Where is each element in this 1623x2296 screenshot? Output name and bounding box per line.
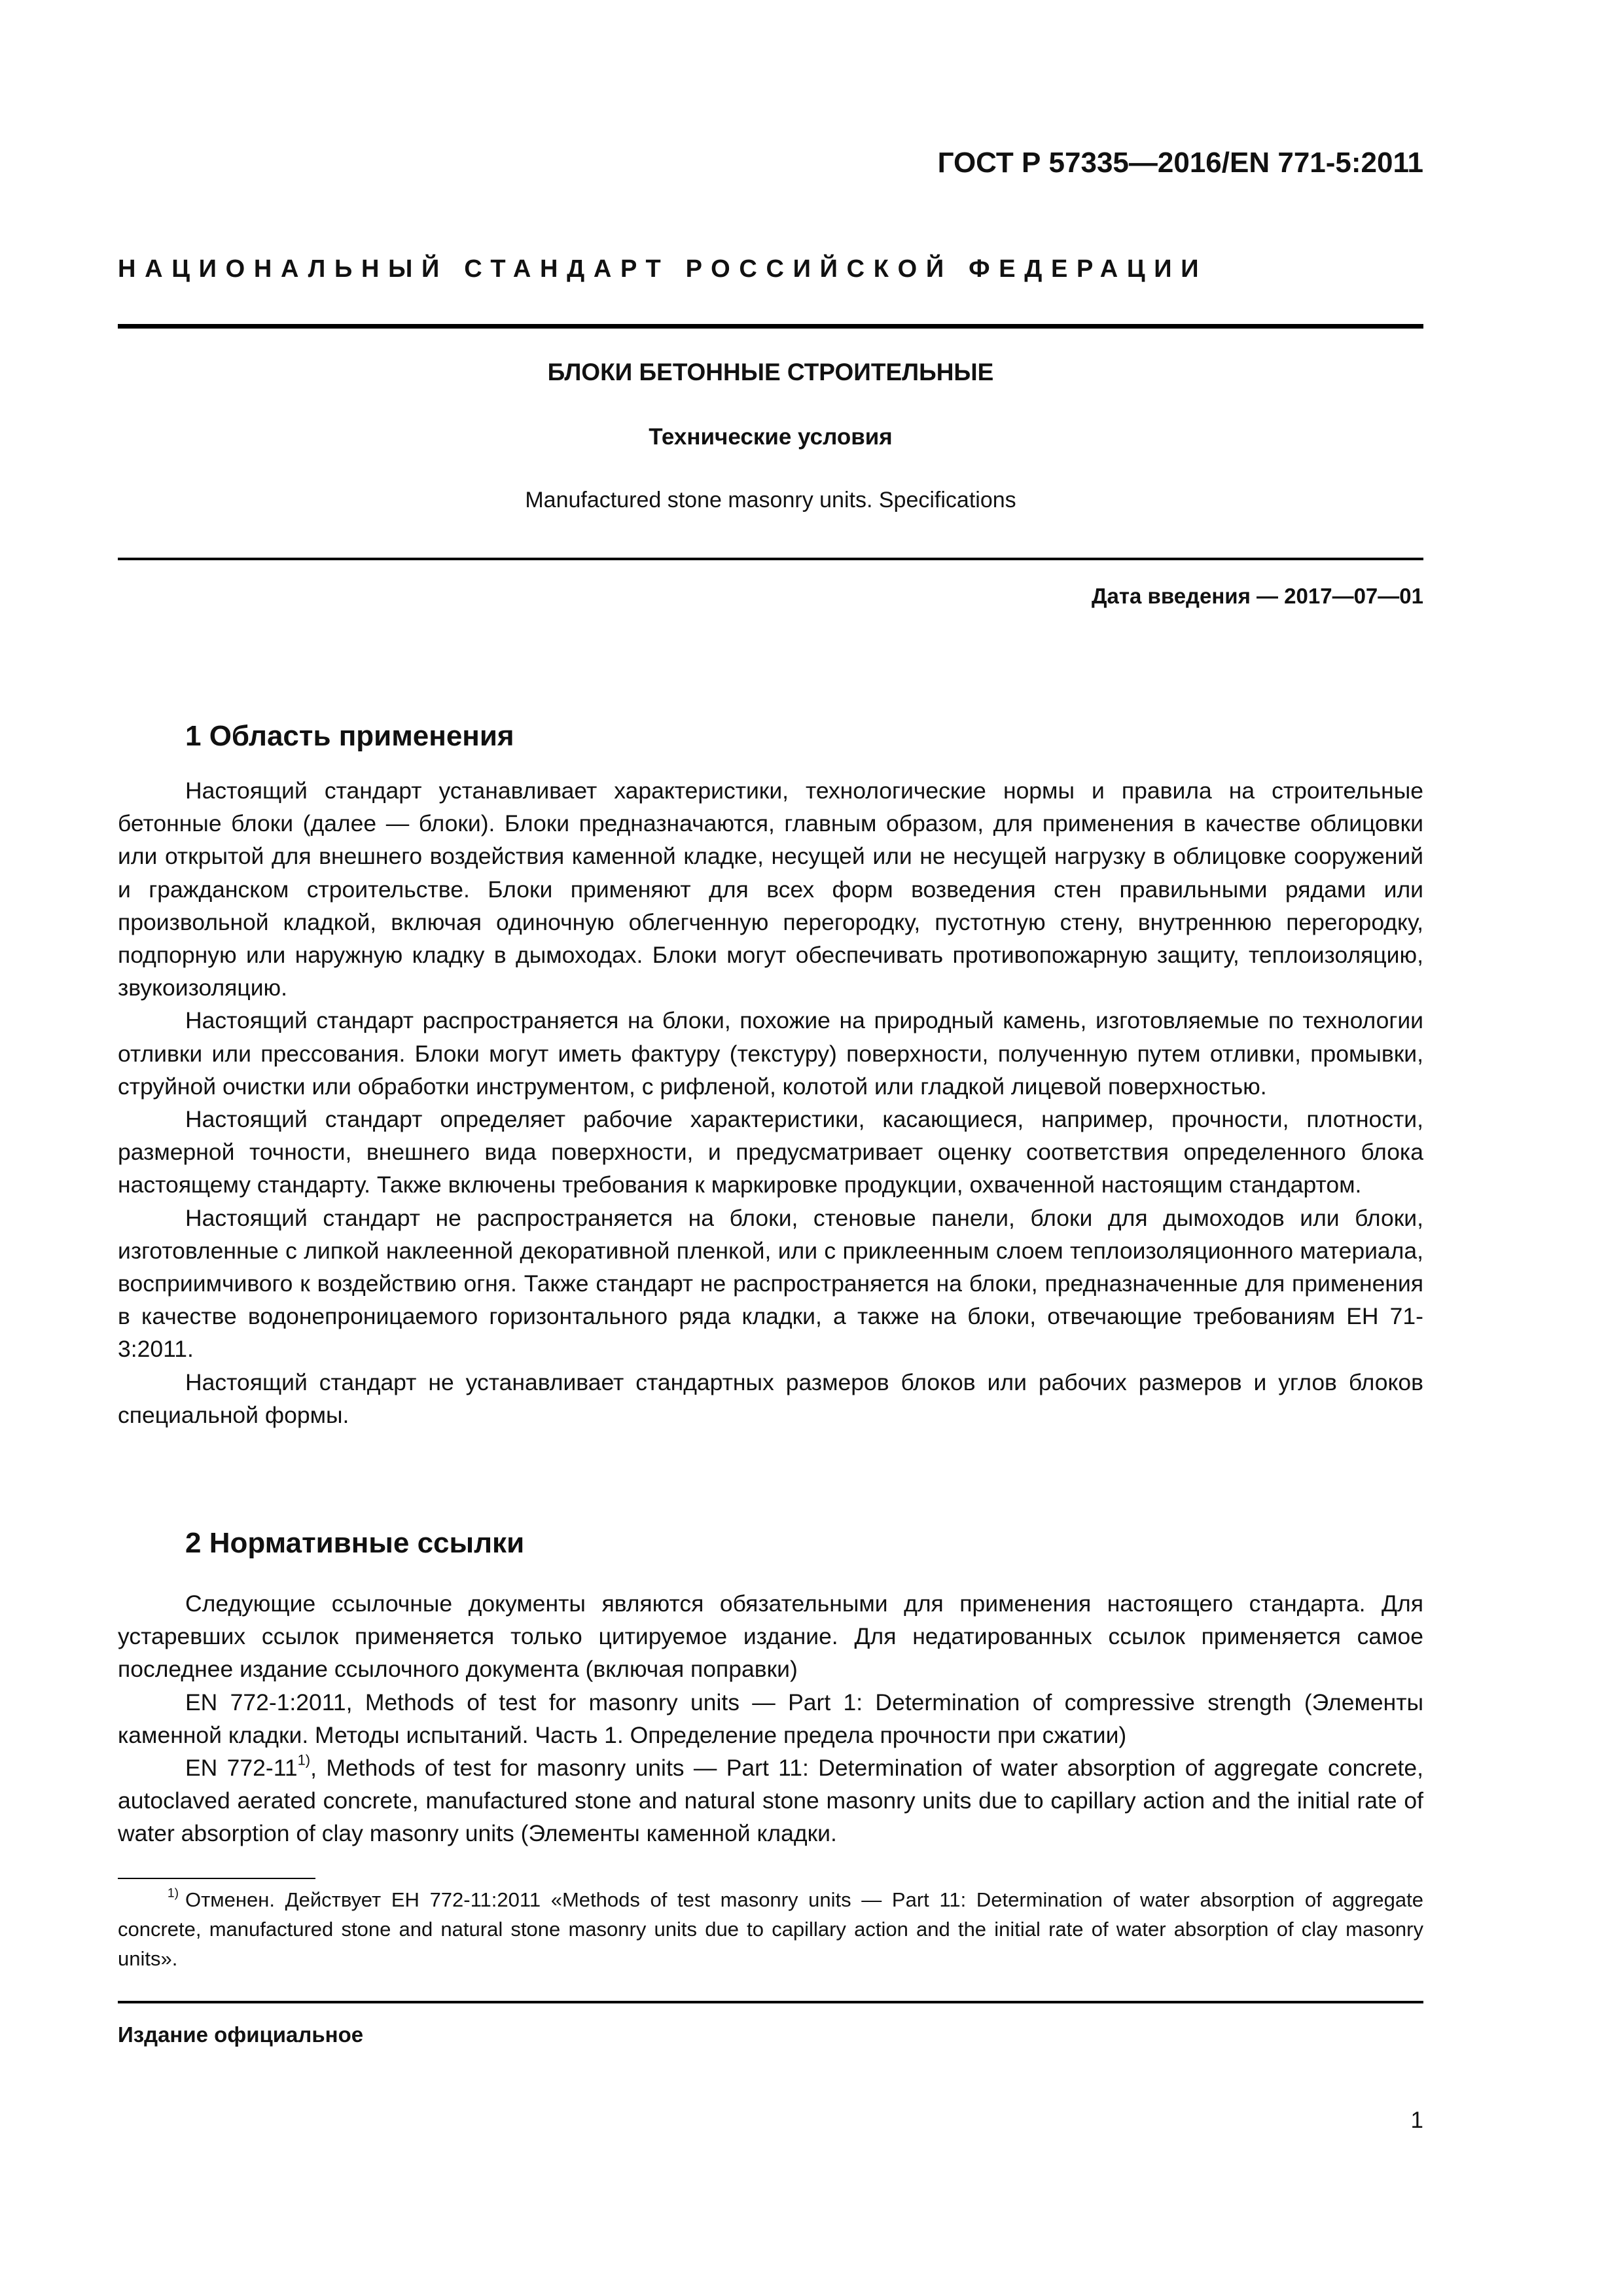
introduction-date: Дата введения — 2017—07—01 bbox=[1092, 584, 1423, 608]
official-edition-label: Издание официальное bbox=[118, 2022, 364, 2047]
national-standard-banner: НАЦИОНАЛЬНЫЙ СТАНДАРТ РОССИЙСКОЙ ФЕДЕРАЦИИ bbox=[118, 255, 1208, 283]
footnote bbox=[118, 1885, 1423, 1973]
paragraph: Настоящий стандарт распространяется на блоки, похожие на природный камень, изготовляемые по технологии отливки или прессования. Блоки могут иметь фактуру (текстуру) поверхности, полученную путем отливки, промывки, струйной очистки или обработки инструментом, с рифленой, колотой или гладкой лицевой поверхностью. bbox=[118, 1007, 1423, 1100]
footnote-reference[interactable]: 1) bbox=[297, 1751, 311, 1768]
paragraph: Настоящий стандарт не устанавливает стандартных размеров блоков или рабочих размеров и углов блоков специальной формы. bbox=[118, 1369, 1423, 1428]
paragraph: Настоящий стандарт устанавливает характеристики, технологические нормы и правила на строительные бетонные блоки (далее — блоки). Блоки предназначаются, главным образом, для применения в качестве облицовки или открытой для внешнего воздействия каменной кладке, несущей или не несущей нагрузку в облицовке сооружений и гражданском строительстве. Блоки применяют для всех форм возведения стен правильными рядами или произвольной кладкой, включая одиночную облегченную перегородку, пустотную стену, внутреннюю перегородку, подпорную или наружную кладку в дымоходах. Блоки могут обеспечивать противопожарную защиту, теплоизоляцию, звукоизоляцию. bbox=[118, 778, 1423, 1001]
reference-title: , Methods of test for masonry units — Part 11: Determination of water absorption of aggregate concrete, autoclaved aerated concrete, manufactured stone and natural stone masonry units due to capillary action and the initial rate of water absorption of clay masonry units (Элементы каменной кладки. bbox=[118, 1755, 1423, 1847]
reference-code: EN 772-11 bbox=[185, 1755, 298, 1782]
footnote-marker: 1) bbox=[167, 1886, 179, 1901]
document-code: ГОСТ Р 57335—2016/EN 771-5:2011 bbox=[937, 147, 1423, 179]
document-title: БЛОКИ БЕТОННЫЕ СТРОИТЕЛЬНЫЕ bbox=[547, 359, 994, 386]
section-body-normative-references bbox=[118, 1587, 1423, 1850]
footer-divider bbox=[118, 2001, 1423, 2003]
section-heading-normative-references: 2 Нормативные ссылки bbox=[185, 1527, 525, 1559]
document-subtitle: Технические условия bbox=[649, 424, 893, 450]
paragraph: EN 772-1:2011, Methods of test for masonry units — Part 1: Determination of compressive strength (Элементы каменной кладки. Методы испытаний. Часть 1. Определение предела прочности при сжатии) bbox=[118, 1689, 1423, 1748]
english-title: Manufactured stone masonry units. Specifications bbox=[525, 488, 1016, 512]
reference-paragraph bbox=[118, 1751, 1423, 1850]
section-body-scope bbox=[118, 774, 1423, 1431]
footnote-separator bbox=[118, 1878, 315, 1879]
paragraph: Следующие ссылочные документы являются обязательными для применения настоящего стандарта. Для устаревших ссылок применяется только цитируемое издание. Для недатированных ссылок применяется самое последнее издание ссылочного документа (включая поправки) bbox=[118, 1590, 1423, 1683]
paragraph: Настоящий стандарт определяет рабочие характеристики, касающиеся, например, прочности, плотности, размерной точности, внешнего вида поверхности, и предусматривает оценку соответствия определенного блока настоящему стандарту. Также включены требования к маркировке продукции, охваченной настоящим стандартом. bbox=[118, 1106, 1423, 1198]
section-heading-scope: 1 Область применения bbox=[185, 720, 514, 752]
footnote-text: Отменен. Действует ЕН 772-11:2011 «Methods of test masonry units — Part 11: Determination of water absorption of aggregate concrete, manufactured stone and natural stone masonry units due to capillary action and the initial rate of water absorption of clay masonry units». bbox=[118, 1888, 1423, 1970]
header-divider bbox=[118, 324, 1423, 329]
page-number: 1 bbox=[1410, 2108, 1423, 2133]
paragraph: Настоящий стандарт не распространяется на блоки, стеновые панели, блоки для дымоходов или блоки, изготовленные с липкой наклеенной декоративной пленкой, или с приклеенным слоем теплоизоляционного материала, восприимчивого к воздействию огня. Также стандарт не распространяется на блоки, предназначенные для применения в качестве водонепроницаемого горизонтального ряда кладки, а также на блоки, отвечающие требованиям ЕН 71-3:2011. bbox=[118, 1204, 1423, 1363]
title-divider bbox=[118, 558, 1423, 560]
